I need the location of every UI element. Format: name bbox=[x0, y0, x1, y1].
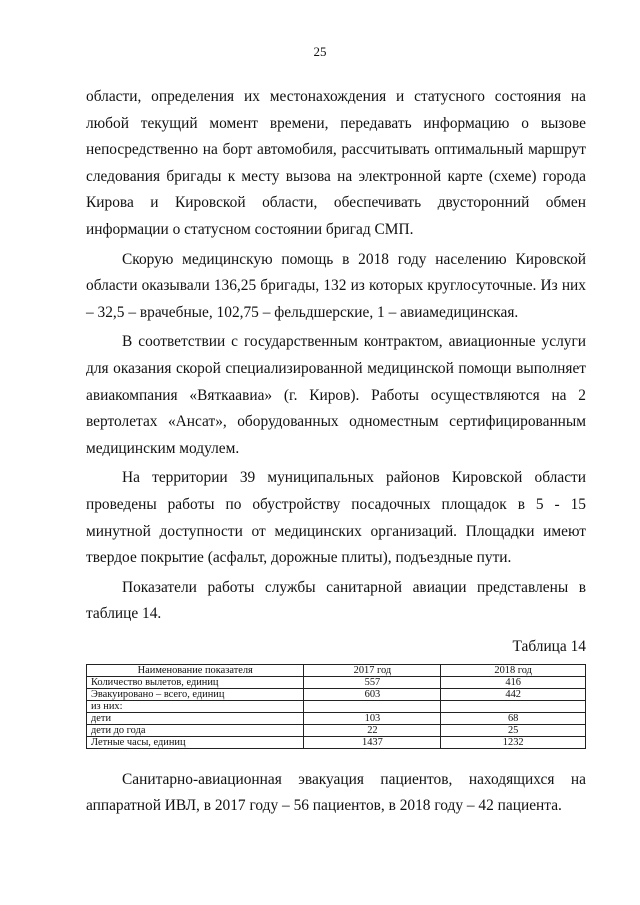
header-2018: 2018 год bbox=[441, 664, 586, 676]
row-name: дети bbox=[87, 712, 304, 724]
paragraph-4: На территории 39 муниципальных районов Кировской области проведены работы по обустройству посадочных площадок в 5 - 15 минутной доступности от медицинских организаций. Площадки имеют твердое покрытие (асфальт, дорожные плиты), подъездные пути. bbox=[86, 469, 586, 567]
row-2017-value bbox=[304, 700, 441, 712]
page-number: 25 bbox=[313, 44, 327, 59]
row-2018-value: 1232 bbox=[441, 736, 586, 748]
table-caption: Таблица 14 bbox=[512, 637, 586, 655]
row-2018-value bbox=[441, 700, 586, 712]
paragraph-1: области, определения их местонахождения и статусного состояния на любой текущий момент времени, передавать информацию о вызове непосредственно на борт автомобиля, рассчитывать оптимальный маршрут следования бригады к месту вызова на электронной карте (схеме) города Кирова и Кировской области, обеспечивать двусторонний обмен информации о статусном состоянии бригад СМП. bbox=[86, 88, 586, 238]
indicators-table bbox=[86, 664, 586, 749]
row-2017-value: 22 bbox=[304, 724, 441, 736]
row-2017-value: 557 bbox=[304, 676, 441, 688]
table-row bbox=[87, 688, 586, 700]
row-2018-value: 25 bbox=[441, 724, 586, 736]
row-2017-value: 603 bbox=[304, 688, 441, 700]
paragraph-3: В соответствии с государственным контрактом, авиационные услуги для оказания скорой специализированной медицинской помощи выполняет авиакомпания «Вяткаавиа» (г. Киров). Работы осуществляются на 2 вертолетах «Ансат», оборудованных одноместным сертифицированным медицинским модулем. bbox=[86, 333, 586, 457]
table-header-row bbox=[87, 664, 586, 676]
row-2018-value: 416 bbox=[441, 676, 586, 688]
table-row bbox=[87, 712, 586, 724]
header-indicator-name: Наименование показателя bbox=[87, 664, 304, 676]
paragraph-2: Скорую медицинскую помощь в 2018 году населению Кировской области оказывали 136,25 бригады, 132 из которых круглосуточные. Из них – 32,5 – врачебные, 102,75 – фельдшерские, 1 – авиамедицинская. bbox=[86, 250, 586, 321]
paragraph-6: Санитарно-авиационная эвакуация пациентов, находящихся на аппаратной ИВЛ, в 2017 году – 56 пациентов, в 2018 году – 42 пациента. bbox=[86, 770, 586, 815]
document-body bbox=[86, 84, 586, 820]
table-row bbox=[87, 700, 586, 712]
paragraph-5: Показатели работы службы санитарной авиации представлены в таблице 14. bbox=[86, 578, 586, 623]
row-name: Эвакуировано – всего, единиц bbox=[87, 688, 304, 700]
header-2017: 2017 год bbox=[304, 664, 441, 676]
row-2017-value: 103 bbox=[304, 712, 441, 724]
table-row bbox=[87, 724, 586, 736]
row-name: Летные часы, единиц bbox=[87, 736, 304, 748]
table-row bbox=[87, 736, 586, 748]
row-2018-value: 442 bbox=[441, 688, 586, 700]
row-2018-value: 68 bbox=[441, 712, 586, 724]
table-row bbox=[87, 676, 586, 688]
row-2017-value: 1437 bbox=[304, 736, 441, 748]
row-name: из них: bbox=[87, 700, 304, 712]
row-name: дети до года bbox=[87, 724, 304, 736]
row-name: Количество вылетов, единиц bbox=[87, 676, 304, 688]
